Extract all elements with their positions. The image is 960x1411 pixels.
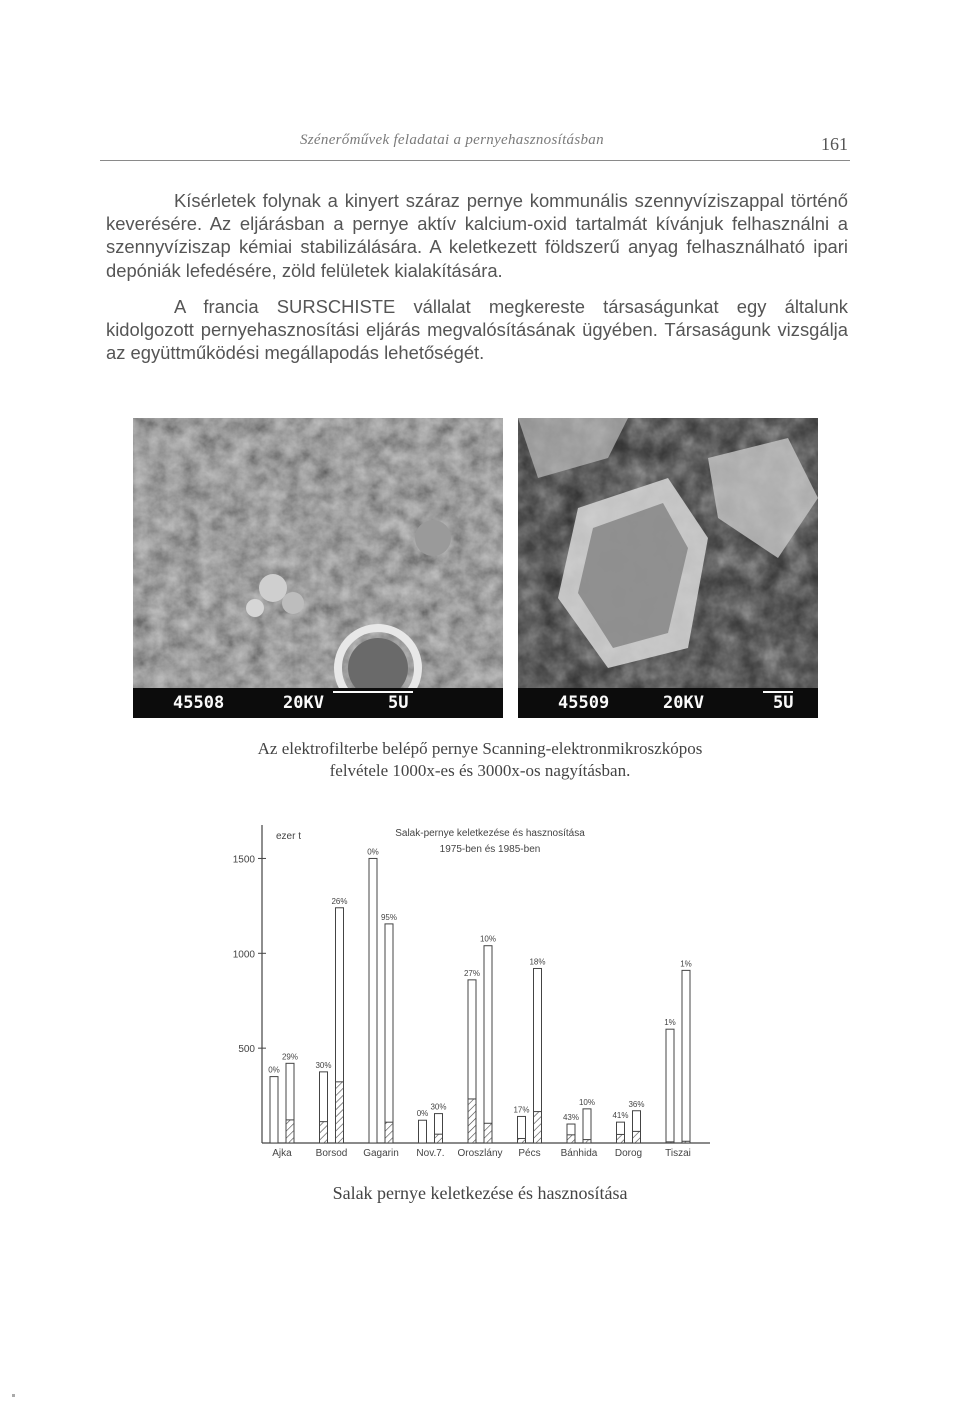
sem-voltage: 20KV (283, 693, 324, 713)
bar-share-label: 27% (463, 968, 481, 978)
bar-share-label: 29% (281, 1052, 299, 1062)
bar-share-label: 17% (513, 1105, 530, 1115)
bar-share-label: 95% (380, 912, 398, 922)
bar (385, 924, 393, 1143)
chart-caption: Salak pernye keletkezése és hasznosítása (332, 1183, 628, 1203)
bar-share-label: 1% (680, 959, 692, 969)
sem-scale-label: 5U (388, 693, 409, 713)
bar-share-label: 41% (612, 1111, 629, 1121)
running-header-title: Szénerőművek feladatai a pernyehasznosításban (300, 132, 604, 148)
photo-caption (130, 738, 830, 782)
sem-image-id: 45509 (558, 693, 610, 713)
bar-share-label: 10% (578, 1097, 596, 1107)
bar-share-label: 0% (416, 1109, 429, 1119)
bar-utilized-part (583, 1140, 591, 1143)
bar-utilized-part (567, 1135, 575, 1143)
y-tick-label: 1000 (232, 949, 255, 961)
bar-chart (220, 815, 720, 1160)
bar-utilized-part (617, 1134, 625, 1143)
bar-utilized-part (682, 1141, 690, 1143)
sem-photo-label (518, 688, 818, 718)
sem-photo-1000x (133, 418, 503, 718)
y-tick-label: 1500 (232, 854, 255, 866)
sem-scale-bar (333, 691, 413, 693)
sem-photo-texture (518, 418, 818, 718)
x-tick-label: Nov.7. (416, 1148, 445, 1159)
x-tick-label: Tiszai (665, 1148, 691, 1159)
bar-utilized-part (484, 1123, 492, 1143)
bar (682, 970, 690, 1143)
bar (419, 1120, 427, 1143)
bar-share-label: 36% (628, 1099, 645, 1109)
bar-share-label: 30% (315, 1060, 332, 1070)
page-number: 161 (821, 134, 848, 154)
bar-utilized-part (286, 1120, 294, 1143)
x-tick-label: Oroszlány (457, 1148, 503, 1159)
bar-share-label: 18% (529, 957, 546, 967)
x-tick-label: Dorog (614, 1148, 643, 1159)
bar-share-label: 0% (268, 1065, 280, 1075)
bar (270, 1077, 278, 1143)
body-paragraph: A francia SURSCHISTE vállalat megkereste társaságunkat egy általunk kidolgozott pernyehasznosítási eljárás megvalósításának ügyében. Társaságunk vizsgálja az együttműködési megállapodás lehetőségét. (106, 296, 848, 364)
x-tick-label: Gagarin (363, 1148, 399, 1159)
x-tick-label: Borsod (315, 1148, 348, 1159)
photo-caption-line: felvétele 1000x-es és 3000x-os nagyításban. (329, 761, 631, 780)
chart-subtitle: 1975-ben és 1985-ben (439, 844, 541, 855)
bar-utilized-part (633, 1131, 641, 1143)
bar-utilized-part (320, 1122, 328, 1143)
body-paragraph: Kísérletek folynak a kinyert száraz pernye kommunális szennyvíziszappal történő keverésére. Az eljárásban a pernye aktív kalcium-oxid tartalmát kívánjuk felhasználni a szennyvíziszap kémiai stabilizálására. A keletkezett földszerű anyag felhasználható ipari depóniák lefedésére, zöld felületek kialakítására. (106, 190, 848, 281)
x-tick-label: Bánhida (560, 1148, 598, 1159)
scan-mark (12, 1394, 15, 1397)
bar (484, 946, 492, 1143)
sem-photo-label (133, 688, 503, 718)
bar-share-label: 43% (562, 1113, 580, 1123)
bar (369, 858, 377, 1143)
bar-share-label: 26% (331, 896, 348, 906)
bar-utilized-part (468, 1099, 476, 1143)
bar-share-label: 0% (367, 847, 379, 857)
sem-photo-3000x (518, 418, 818, 718)
bar-utilized-part (666, 1142, 674, 1143)
chart-title: Salak-pernye keletkezése és hasznosítása (395, 828, 585, 839)
x-tick-label: Pécs (518, 1148, 541, 1159)
sem-scale-bar (763, 691, 793, 693)
bar-utilized-part (518, 1138, 526, 1143)
sem-scale-label: 5U (773, 693, 794, 713)
bar-utilized-part (534, 1112, 542, 1143)
sem-image-id: 45508 (173, 693, 225, 713)
sem-voltage: 20KV (663, 693, 704, 713)
running-header (100, 128, 850, 161)
bar-share-label: 1% (664, 1018, 676, 1028)
x-tick-label: Ajka (272, 1148, 292, 1159)
y-axis-label: ezer t (276, 831, 302, 842)
photo-caption-line: Az elektrofilterbe belépő pernye Scanning-elektronmikroszkópos (257, 739, 703, 758)
sem-photo-texture (133, 418, 503, 718)
bar (583, 1109, 591, 1143)
bar-utilized-part (336, 1082, 344, 1143)
bar (666, 1029, 674, 1143)
y-tick-label: 500 (238, 1044, 255, 1056)
bar-share-label: 10% (479, 934, 497, 944)
bar-utilized-part (385, 1122, 393, 1143)
bar-utilized-part (435, 1134, 443, 1143)
bar-share-label: 30% (430, 1102, 447, 1112)
